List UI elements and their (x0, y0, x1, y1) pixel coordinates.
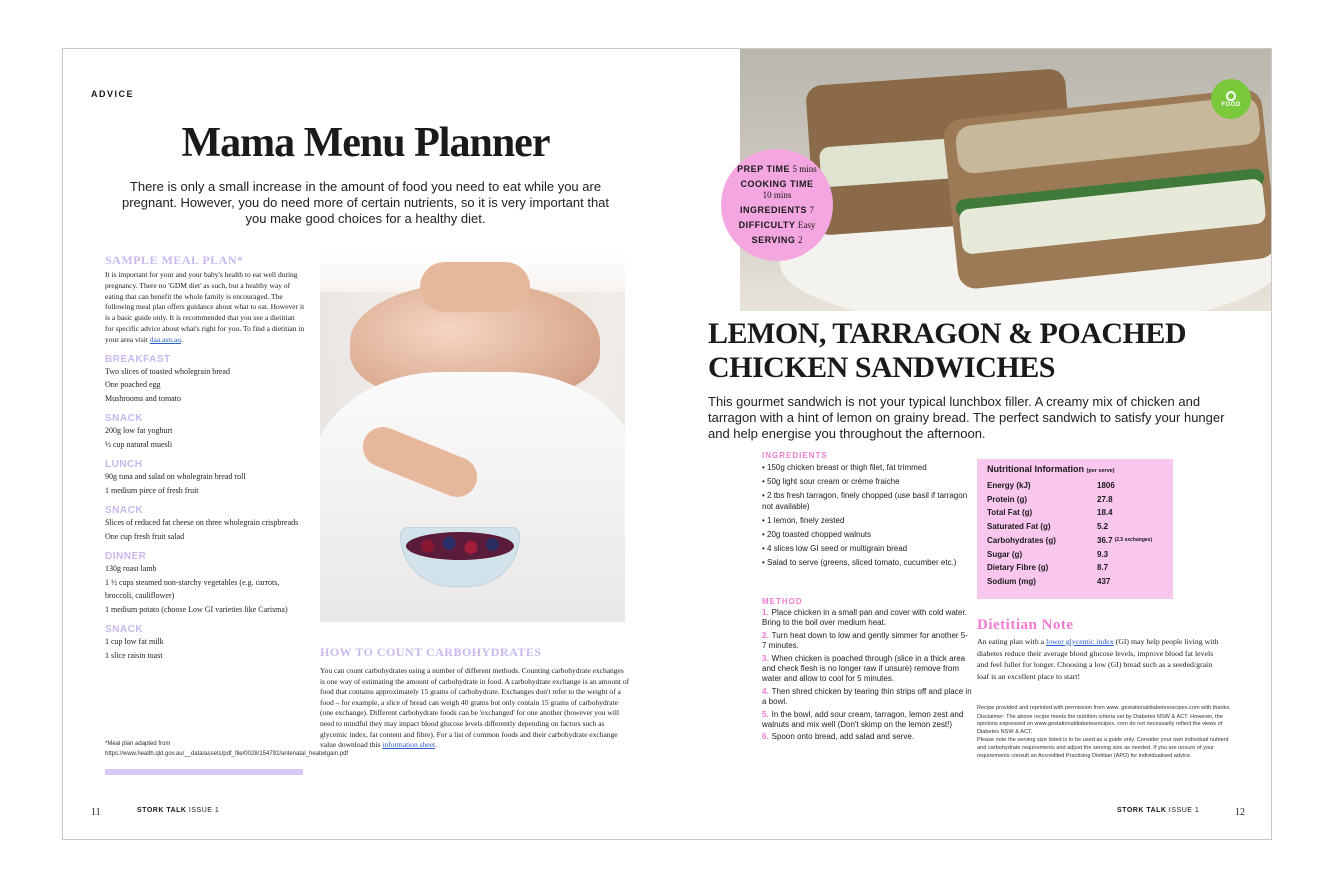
recipe-info-circle (721, 149, 833, 261)
meal-plan-footnote: *Meal plan adapted from https://www.health.qld.gov.au/__data/assets/pdf_file/0028/154792/antenatal_heatwtgain.pdf (105, 741, 349, 757)
apple-icon (1226, 91, 1236, 101)
prep-value: 10 mins (762, 190, 792, 200)
nutrition-label: Energy (kJ) (987, 481, 1031, 490)
issue-label: ISSUE 1 (1168, 807, 1200, 814)
ingredients-heading: INGREDIENTS (762, 451, 828, 460)
meal-item: Mushrooms and tomato (105, 393, 181, 403)
meal-item: 200g low fat yoghurt (105, 426, 173, 436)
nutrition-row (987, 561, 1163, 575)
nutrition-row (987, 575, 1163, 589)
meal-heading: SNACK (105, 413, 144, 425)
prep-label: INGREDIENTS (739, 205, 807, 215)
step-number: 3. (762, 653, 769, 663)
step-text: Then shred chicken by tearing thin strips off and place in a bowl. (762, 686, 972, 707)
sample-plan-intro (105, 270, 305, 346)
nutrition-label: Dietary Fibre (g) (987, 563, 1049, 573)
meal-lunch (105, 459, 305, 497)
nutrition-label: Carbohydrates (g) (987, 535, 1056, 545)
nutrition-panel (977, 459, 1173, 599)
sample-meal-plan (105, 253, 305, 662)
nutrition-row (987, 506, 1163, 520)
meal-breakfast (105, 354, 305, 406)
dietitian-text: (GI) may help people living with diabetes reduce their average blood glucose levels, improve blood fat levels and feel fuller for longer. Choosing a low (GI) bread such as a seeded/grain loaf is an excellent place to start! (977, 637, 1219, 681)
serving (752, 235, 803, 246)
ingredient-item: • 2 tbs fresh tarragon, finely chopped (use basil if tarragon not available) (762, 491, 968, 511)
magazine-name-left (137, 807, 219, 814)
prep-value: Easy (797, 220, 816, 230)
photo-berries (406, 532, 514, 560)
ingredient-item: • 150g chicken breast or thigh filet, fat trimmed (762, 463, 927, 472)
nutrition-subtitle: (per serve) (1086, 468, 1115, 474)
glycemic-index-link[interactable]: lower glycemic index (1046, 637, 1114, 646)
intro-text: There is only a small increase in the amount of food you need to eat while you are pregnant. However, you do need more of certain nutrients, so it is very important that you make good choices for a healthy diet. (121, 179, 610, 226)
prep-value: 2 (797, 235, 803, 245)
ingredients-count (740, 205, 814, 216)
page-title: Mama Menu Planner (181, 120, 550, 166)
nutrition-value: 5.2 (1097, 522, 1109, 532)
method-step (762, 608, 972, 629)
disclaimer-line: Recipe provided and reprinted with permission from www. gestationaldiabetesrecipes.com with thanks. (977, 705, 1231, 711)
meal-item: Slices of reduced fat cheese on three wholegrain crispbreads (105, 518, 299, 528)
nutrition-label: Saturated Fat (g) (987, 522, 1051, 532)
photo-hand (420, 262, 530, 312)
nutrition-row (987, 520, 1163, 534)
recipe-intro: This gourmet sandwich is not your typical lunchbox filler. A creamy mix of chicken and tarragon with a hint of lemon on grainy bread. The perfect sandwich to satisfy your hunger and help energise you throughout the afternoon. (708, 394, 1225, 441)
prep-label: SERVING (751, 235, 796, 245)
meal-item: 1 slice raisin toast (105, 650, 163, 660)
meal-item: 1 cup low fat milk (105, 637, 164, 647)
page-number-left: 11 (91, 807, 101, 818)
meal-snack-2 (105, 505, 305, 543)
meal-item: 130g roast lamb (105, 564, 157, 574)
issue-label: ISSUE 1 (188, 807, 220, 814)
nutrition-row (987, 534, 1163, 548)
meal-item: One cup fresh fruit salad (105, 531, 185, 541)
carbs-body (320, 666, 630, 751)
recipe-title-line1: LEMON, TARRAGON & POACHED (708, 317, 1192, 351)
disclaimer-line: Disclaimer: The above recipe meets the nutrition criteria set by Diabetes NSW & ACT. However, the opinions expressed on www.gestationaldiabetesrecipes. com do not necessarily reflect the views of Diabetes NSW & ACT. (977, 713, 1223, 735)
meal-item: 1 ½ cups steamed non-starchy vegetables (e.g. carrots, broccoli, cauliflower) (105, 577, 280, 601)
recipe-title (708, 317, 1192, 385)
ingredient-item: • 50g light sour cream or crème fraiche (762, 477, 900, 486)
link-suffix: . (435, 740, 437, 750)
decorative-bar (105, 769, 303, 775)
step-number: 1. (762, 608, 769, 617)
prep-value: 7 (809, 205, 815, 215)
nutrition-label: Sugar (g) (987, 549, 1023, 559)
prep-value: 5 mins (792, 164, 817, 174)
step-text: Place chicken in a small pan and cover with cold water. Bring to the boil over medium heat. (762, 608, 967, 628)
meal-item: 90g tuna and salad on wholegrain bread roll (105, 472, 246, 482)
sample-plan-intro-text: It is important for your and your baby's health to eat well during pregnancy. There no 'GDM diet' as such, but a healthy way of eating that can benefit the whole family is encouraged. The following meal plan offers guidance about what to eat. However it is a basic guide only. It is recommended that you see a dietitian for specific advice about what's right for you. To find a dietitian in your area visit (105, 270, 305, 344)
method-step (762, 732, 972, 742)
count-carbohydrates-section (320, 645, 630, 751)
magazine-name-right (1117, 807, 1199, 814)
meal-item: ½ cup natural muesli (105, 439, 173, 449)
nutrition-value: 8.7 (1097, 563, 1109, 573)
method-step (762, 631, 972, 652)
pregnant-woman-photo (320, 252, 625, 622)
nutrition-value: 437 (1097, 576, 1111, 586)
prep-label: COOKING TIME (740, 179, 814, 189)
dietitian-heading: Dietitian Note (977, 617, 1074, 633)
method-step (762, 687, 972, 708)
nutrition-label: Total Fat (g) (987, 508, 1033, 518)
meal-snack-3 (105, 624, 305, 662)
magazine-name: STORK TALK (1117, 807, 1167, 814)
right-page (668, 49, 1272, 839)
step-text: Turn heat down to low and gently simmer for another 5-7 minutes. (762, 630, 968, 651)
page-number-right: 12 (1235, 807, 1245, 818)
information-sheet-link[interactable]: information sheet (382, 740, 435, 750)
sample-plan-heading: SAMPLE MEAL PLAN* (105, 253, 244, 267)
dietitian-text: An eating plan with a (977, 637, 1045, 646)
ingredient-text: 4 slices low GI seed or multigrain bread (767, 544, 908, 553)
dietitian-body (977, 636, 1222, 682)
meal-heading: BREAKFAST (105, 353, 171, 365)
meal-heading: SNACK (105, 505, 144, 517)
nutrition-row (987, 548, 1163, 562)
nutrition-value: 18.4 (1097, 508, 1113, 518)
magazine-name: STORK TALK (137, 807, 187, 814)
ingredient-item: • 20g toasted chopped walnuts (762, 530, 872, 539)
nutrition-row (987, 479, 1163, 493)
nutrition-row (987, 493, 1163, 507)
ingredient-text: 20g toasted chopped walnuts (767, 530, 872, 539)
method-step (762, 710, 972, 731)
recipe-title-line2: CHICKEN SANDWICHES (708, 351, 1061, 385)
link-suffix: . (181, 334, 183, 344)
ingredient-text: 150g chicken breast or thigh filet, fat trimmed (767, 463, 927, 472)
step-number: 2. (762, 630, 769, 640)
nutrition-note: (2.5 exchanges) (1114, 536, 1153, 543)
nutrition-value: 27.8 (1097, 494, 1113, 504)
meal-item: 1 medium potato (choose Low GI varieties like Carisma) (105, 604, 288, 614)
method-heading: METHOD (762, 597, 803, 606)
section-label: ADVICE (91, 89, 135, 99)
recipe-disclaimer (977, 705, 1232, 761)
meal-snack-1 (105, 413, 305, 451)
food-badge (1211, 79, 1251, 119)
step-text: When chicken is poached through (slice in a thick area and check flesh is no longer raw if unsure) remove from water and allow to cool for 5 minutes. (762, 653, 966, 684)
step-text: Spoon onto bread, add salad and serve. (771, 732, 914, 742)
dietitian-note (977, 617, 1222, 682)
ingredient-item: • 4 slices low GI seed or multigrain bread (762, 544, 908, 553)
ingredient-item: • 1 lemon, finely zested (762, 516, 845, 525)
meal-item: 1 medium piece of fresh fruit (105, 485, 199, 495)
step-number: 4. (762, 686, 769, 696)
dietitian-link[interactable]: daa.asn.au (149, 334, 182, 344)
meal-dinner (105, 551, 305, 616)
nutrition-value: 9.3 (1097, 549, 1109, 559)
carbs-body-text: You can count carbohydrates using a number of different methods. Counting carbohydrate exchanges is one way of estimating the amount of carbohydrate in food. A carbohydrate exchange is an amount of food that contains approximately 15 grams of carbohydrate. Exchanges don't refer to the weight of a food – for example, a slice of bread can weigh 40 grams but only contain 15 grams of carbohydrate (one exchange). Different carbohydrate foods can be 'exchanged' for one another (however you will need to mindful they may impact blood glucose levels differently depending on factors such as glycemic index, fat content and fibre). For a list of common foods and their carbohydrate exchange value download this (320, 666, 630, 750)
ingredient-item: • Salad to serve (greens, sliced tomato, cucumber etc.) (762, 558, 957, 567)
step-number: 6. (762, 732, 769, 742)
meal-item: Two slices of toasted wholegrain bread (105, 366, 230, 376)
carbs-heading: HOW TO COUNT CARBOHYDRATES (320, 645, 542, 659)
nutrition-label: Sodium (mg) (987, 576, 1036, 586)
ingredient-text: 2 tbs fresh tarragon, finely chopped (use basil if tarragon not available) (762, 491, 968, 511)
meal-heading: SNACK (105, 624, 144, 636)
step-number: 5. (762, 709, 769, 719)
meal-heading: LUNCH (105, 459, 143, 471)
meal-item: One poached egg (105, 380, 161, 390)
nutrition-label: Protein (g) (987, 494, 1027, 504)
magazine-spread (62, 48, 1272, 840)
left-page (63, 49, 668, 839)
step-text: In the bowl, add sour cream, tarragon, lemon zest and walnuts and mix well (Don't skimp on the lemon zest!) (762, 709, 964, 730)
prep-label: PREP TIME (737, 164, 791, 174)
method-list (762, 597, 972, 745)
food-badge-label: FOOD (1221, 101, 1241, 108)
ingredient-text: 50g light sour cream or crème fraiche (767, 477, 900, 486)
ingredients-list (762, 451, 972, 571)
prep-time (737, 164, 817, 175)
ingredient-text: Salad to serve (greens, sliced tomato, cucumber etc.) (767, 558, 957, 567)
nutrition-value: 1806 (1097, 481, 1115, 490)
ingredient-text: 1 lemon, finely zested (767, 516, 845, 525)
nutrition-title-text: Nutritional Information (987, 464, 1084, 474)
disclaimer-line: Please note the serving size listed is to be used as a guide only. Consider your own individual nutrient and carbohydrate requirements and adjust the serving size as needed. If you are unsure of your requirements consult an Accredited Practising Dietitian (APD) for individualised advice. (977, 737, 1229, 759)
prep-label: DIFFICULTY (738, 220, 796, 230)
meal-heading: DINNER (105, 551, 147, 563)
difficulty (739, 220, 816, 231)
cooking-time (741, 179, 814, 201)
nutrition-title (987, 464, 1163, 474)
method-step (762, 654, 972, 685)
nutrition-value: 36.7 (1097, 535, 1113, 545)
